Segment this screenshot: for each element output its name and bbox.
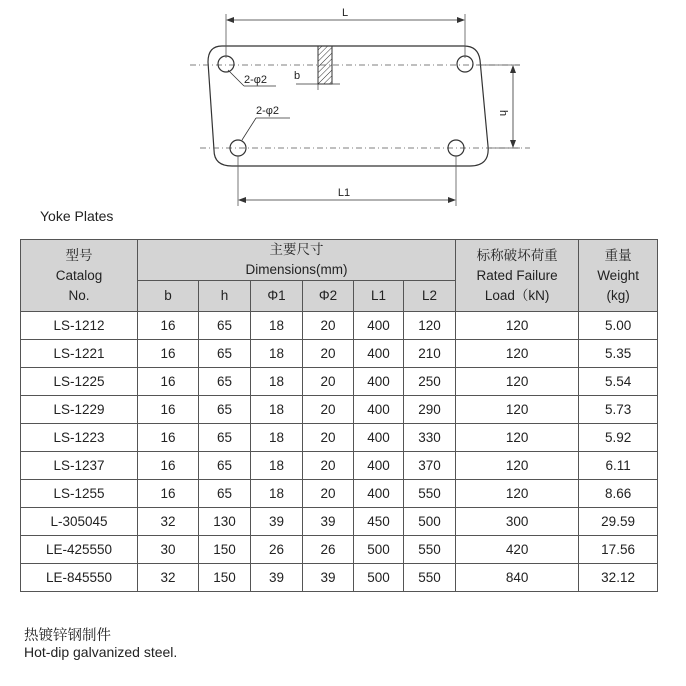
- table-cell: 32: [138, 564, 199, 592]
- table-cell: 500: [404, 508, 456, 536]
- table-cell: 5.35: [579, 340, 658, 368]
- dim-label-L: L: [341, 7, 349, 19]
- table-row: [21, 312, 658, 340]
- table-cell: 65: [199, 368, 251, 396]
- dim-label-b: b: [294, 70, 301, 82]
- table-row: [21, 536, 658, 564]
- table-cell: LS-1221: [21, 340, 138, 368]
- table-cell: LS-1225: [21, 368, 138, 396]
- table-cell: 400: [354, 368, 404, 396]
- table-cell: 65: [199, 312, 251, 340]
- table-cell: LE-845550: [21, 564, 138, 592]
- yoke-plate-drawing: [0, 0, 686, 210]
- material-note-cn: 热镀锌钢制件: [24, 628, 111, 644]
- table-cell: 32: [138, 508, 199, 536]
- product-title: Yoke Plates: [40, 208, 114, 224]
- table-cell: 400: [354, 424, 404, 452]
- table-cell: 30: [138, 536, 199, 564]
- table-cell: 16: [138, 452, 199, 480]
- table-cell: 26: [303, 536, 354, 564]
- table-row: [21, 480, 658, 508]
- table-cell: 550: [404, 564, 456, 592]
- table-cell: 5.92: [579, 424, 658, 452]
- table-cell: 5.00: [579, 312, 658, 340]
- material-note-en: Hot-dip galvanized steel.: [24, 644, 178, 660]
- table-cell: 65: [199, 452, 251, 480]
- section-hatch: [318, 46, 332, 84]
- header-phi1: Φ1: [251, 281, 303, 312]
- table-cell: 500: [354, 536, 404, 564]
- table-cell: 18: [251, 368, 303, 396]
- table-cell: 840: [456, 564, 579, 592]
- table-row: [21, 368, 658, 396]
- table-cell: 120: [456, 340, 579, 368]
- table-cell: 20: [303, 312, 354, 340]
- header-weight: 重量 Weight (kg): [579, 240, 658, 312]
- table-cell: 370: [404, 452, 456, 480]
- table-body: [21, 312, 658, 592]
- table-cell: 300: [456, 508, 579, 536]
- table-cell: 20: [303, 452, 354, 480]
- table-cell: 6.11: [579, 452, 658, 480]
- table-cell: 150: [199, 564, 251, 592]
- table-cell: 39: [303, 508, 354, 536]
- table-cell: 18: [251, 340, 303, 368]
- table-cell: 20: [303, 480, 354, 508]
- hole-top-left: [218, 56, 234, 72]
- table-cell: 18: [251, 424, 303, 452]
- table-cell: 65: [199, 340, 251, 368]
- table-cell: 18: [251, 312, 303, 340]
- table-cell: 5.54: [579, 368, 658, 396]
- table-cell: 400: [354, 480, 404, 508]
- table-cell: LS-1229: [21, 396, 138, 424]
- table-cell: 32.12: [579, 564, 658, 592]
- header-l1: L1: [354, 281, 404, 312]
- table-cell: 400: [354, 340, 404, 368]
- table-cell: 39: [251, 508, 303, 536]
- table-cell: 400: [354, 452, 404, 480]
- table-cell: 120: [404, 312, 456, 340]
- header-catalog: 型号 Catalog No.: [21, 240, 138, 312]
- table-cell: 120: [456, 424, 579, 452]
- hole-top-right: [457, 56, 473, 72]
- dim-label-h: h: [497, 110, 509, 117]
- table-row: [21, 396, 658, 424]
- header-rated-load: 标称破坏荷重 Rated Failure Load（kN): [456, 240, 579, 312]
- table-cell: 29.59: [579, 508, 658, 536]
- table-cell: 16: [138, 480, 199, 508]
- spec-table: [20, 239, 658, 592]
- table-cell: 550: [404, 536, 456, 564]
- table-cell: 26: [251, 536, 303, 564]
- table-cell: LS-1237: [21, 452, 138, 480]
- header-l2: L2: [404, 281, 456, 312]
- table-cell: 290: [404, 396, 456, 424]
- table-cell: 18: [251, 452, 303, 480]
- table-cell: 20: [303, 424, 354, 452]
- table-cell: 39: [303, 564, 354, 592]
- table-cell: 120: [456, 480, 579, 508]
- table-cell: 65: [199, 424, 251, 452]
- header-b: b: [138, 281, 199, 312]
- table-cell: LS-1255: [21, 480, 138, 508]
- table-cell: 400: [354, 396, 404, 424]
- table-cell: 120: [456, 452, 579, 480]
- table-cell: 130: [199, 508, 251, 536]
- dim-label-phi2-bottom: 2-φ2: [256, 105, 280, 117]
- table-cell: 450: [354, 508, 404, 536]
- table-cell: 500: [354, 564, 404, 592]
- table-row: [21, 424, 658, 452]
- table-cell: 330: [404, 424, 456, 452]
- table-cell: 20: [303, 368, 354, 396]
- table-row: [21, 508, 658, 536]
- table-cell: 400: [354, 312, 404, 340]
- table-cell: 120: [456, 396, 579, 424]
- table-cell: LS-1212: [21, 312, 138, 340]
- table-cell: 65: [199, 480, 251, 508]
- table-cell: 65: [199, 396, 251, 424]
- table-cell: 16: [138, 396, 199, 424]
- table-cell: 210: [404, 340, 456, 368]
- table-cell: 16: [138, 368, 199, 396]
- table-cell: LS-1223: [21, 424, 138, 452]
- table-cell: 39: [251, 564, 303, 592]
- table-cell: 8.66: [579, 480, 658, 508]
- table-cell: 17.56: [579, 536, 658, 564]
- table-cell: 16: [138, 312, 199, 340]
- table-cell: 250: [404, 368, 456, 396]
- header-phi2: Φ2: [303, 281, 354, 312]
- table-cell: 120: [456, 312, 579, 340]
- dim-label-phi2-top: 2-φ2: [244, 74, 268, 86]
- table-cell: L-305045: [21, 508, 138, 536]
- table-cell: 16: [138, 424, 199, 452]
- table-cell: 20: [303, 340, 354, 368]
- table-row: [21, 452, 658, 480]
- table-cell: LE-425550: [21, 536, 138, 564]
- table-cell: 150: [199, 536, 251, 564]
- table-row: [21, 340, 658, 368]
- table-cell: 18: [251, 396, 303, 424]
- table-cell: 20: [303, 396, 354, 424]
- table-cell: 5.73: [579, 396, 658, 424]
- table-cell: 18: [251, 480, 303, 508]
- table-cell: 550: [404, 480, 456, 508]
- table-cell: 16: [138, 340, 199, 368]
- header-dimensions: 主要尺寸 Dimensions(mm): [138, 240, 456, 281]
- table-cell: 120: [456, 368, 579, 396]
- table-row: [21, 564, 658, 592]
- dim-label-L1: L1: [337, 187, 351, 199]
- header-h: h: [199, 281, 251, 312]
- table-cell: 420: [456, 536, 579, 564]
